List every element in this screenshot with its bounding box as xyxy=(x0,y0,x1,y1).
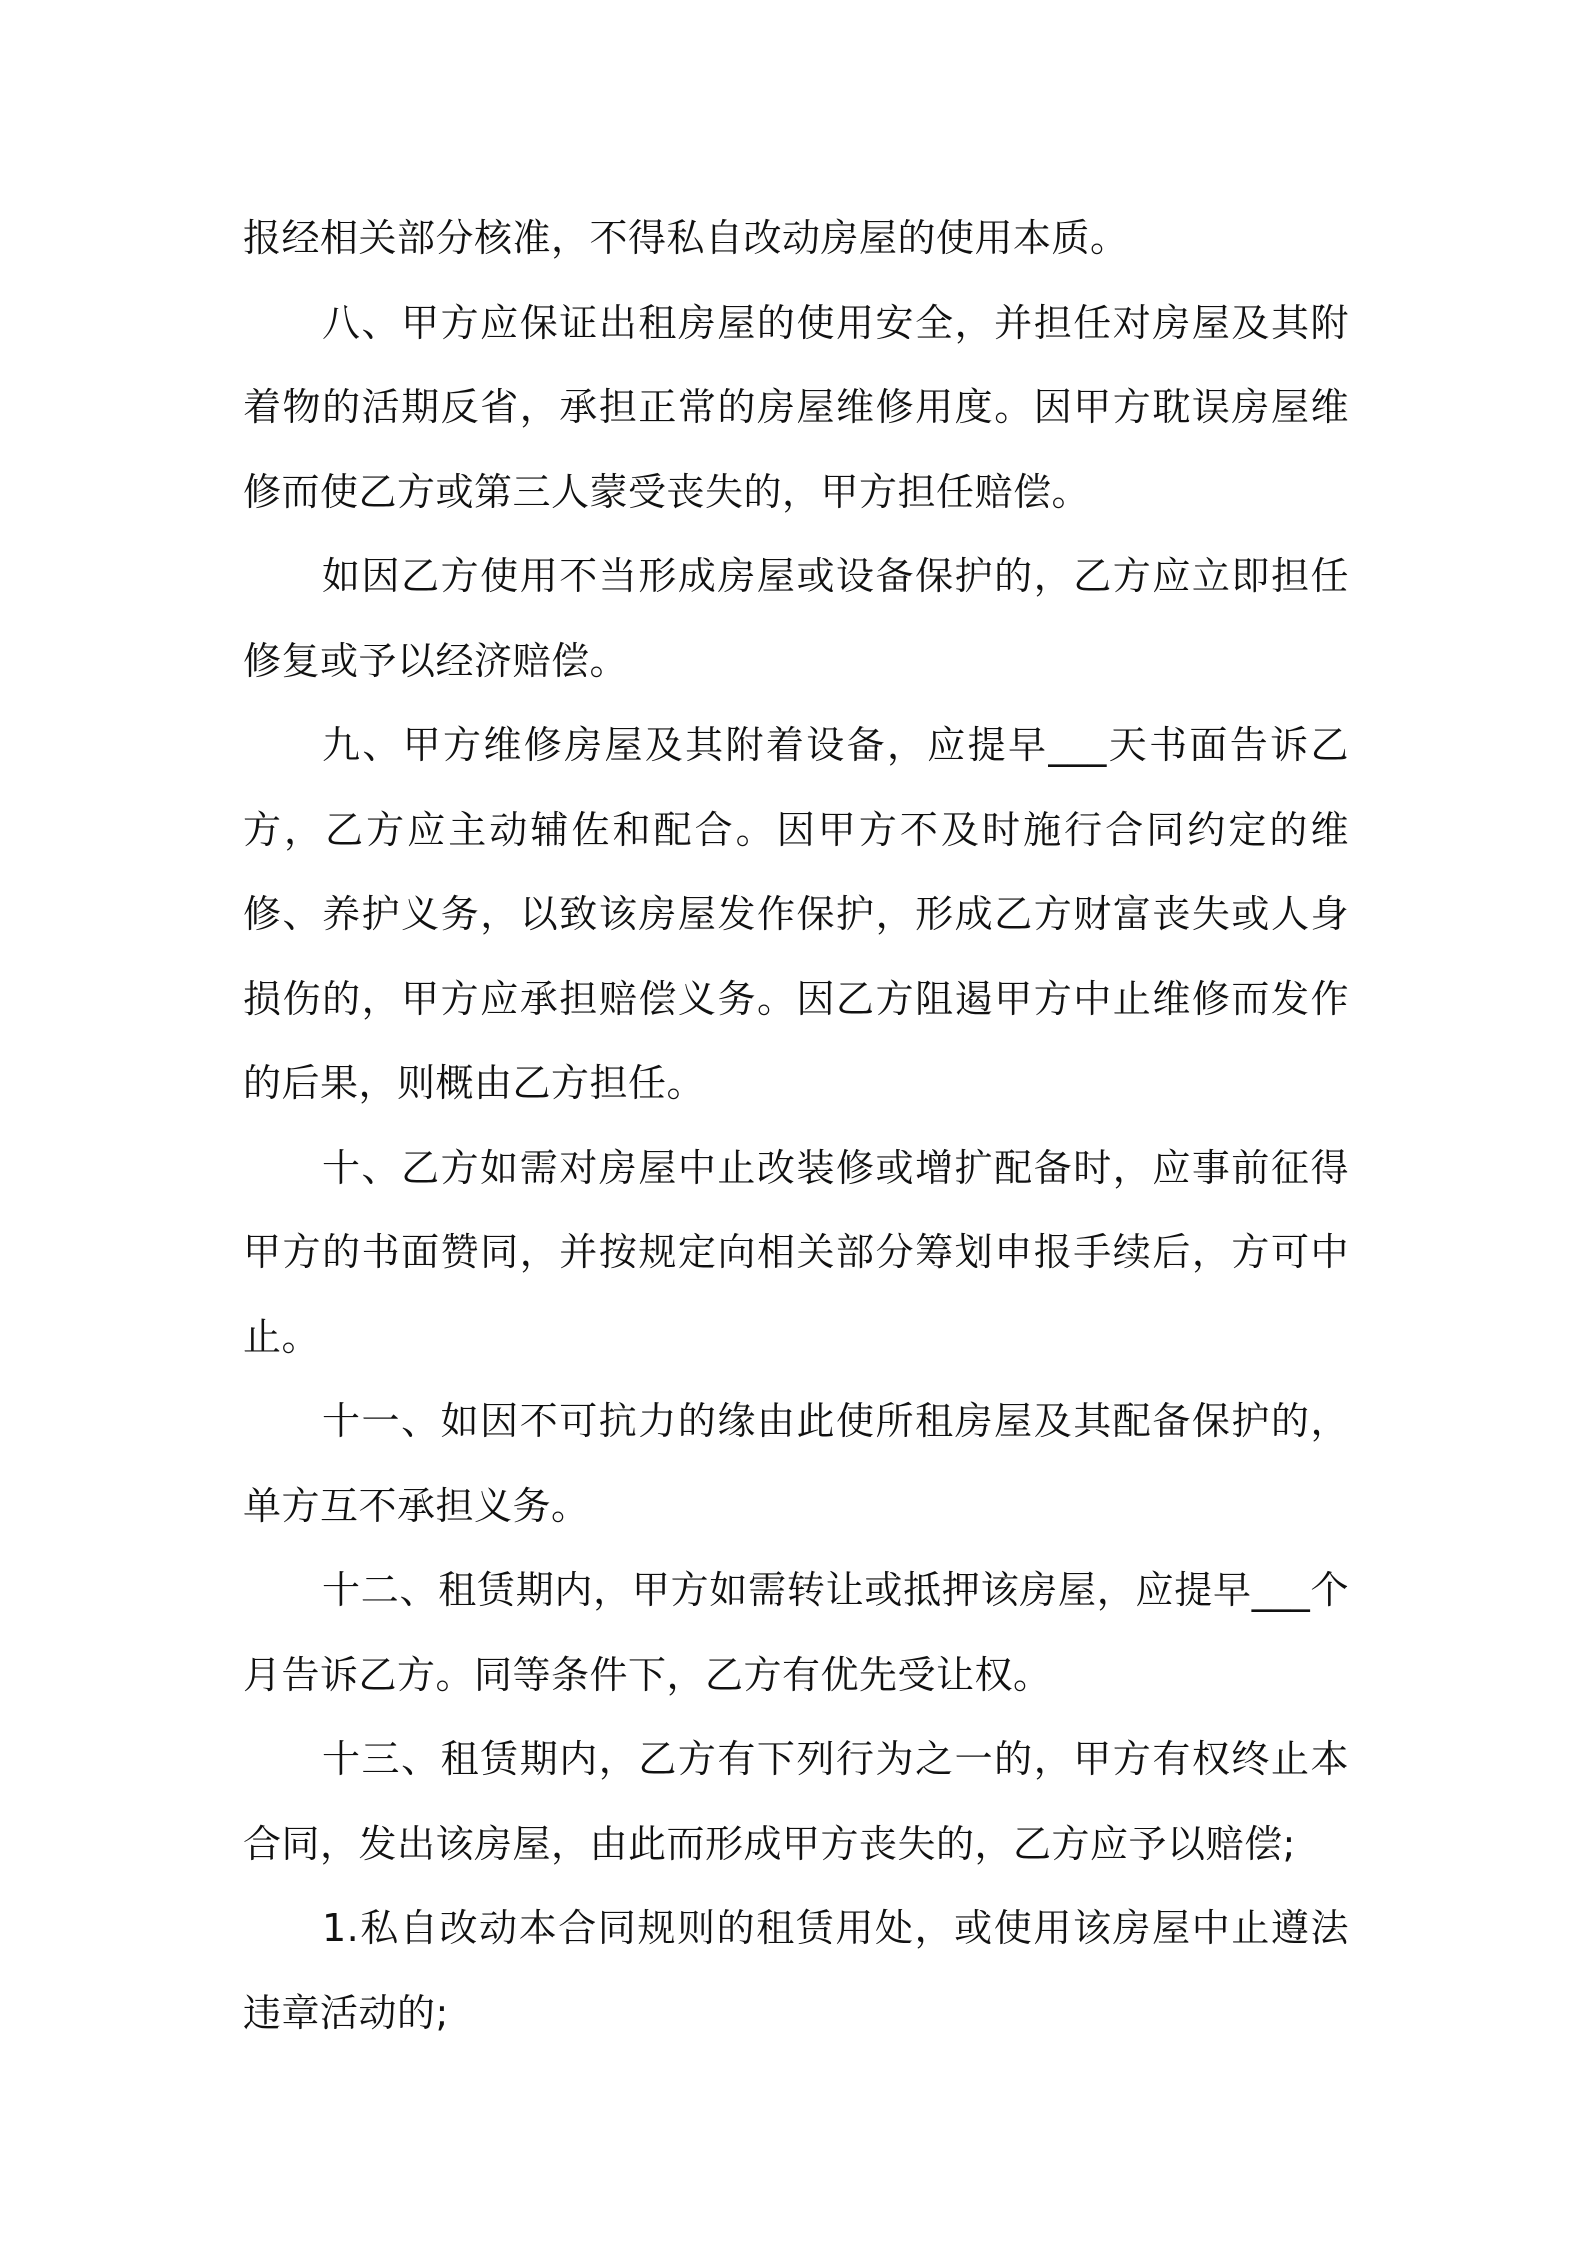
clause-12-paragraph: 十二、租赁期内，甲方如需转让或抵押该房屋，应提早___个月告诉乙方。同等条件下，乙方有优先受让权。 xyxy=(243,1568,1349,1697)
clause-11-paragraph: 十一、如因不可抗力的缘由此使所租房屋及其配备保护的，单方互不承担义务。 xyxy=(243,1399,1349,1528)
clause-8-note-paragraph: 如因乙方使用不当形成房屋或设备保护的，乙方应立即担任修复或予以经济赔偿。 xyxy=(243,554,1349,683)
clause-13-item-1: 1.私自改动本合同规则的租赁用处，或使用该房屋中止遵法违章活动的; xyxy=(243,1906,1349,2035)
paragraph-continuation: 报经相关部分核准，不得私自改动房屋的使用本质。 xyxy=(243,216,1129,260)
clause-10-paragraph: 十、乙方如需对房屋中止改装修或增扩配备时，应事前征得甲方的书面赞同，并按规定向相关部分筹划申报手续后，方可中止。 xyxy=(243,1145,1349,1359)
clause-13-paragraph: 十三、租赁期内，乙方有下列行为之一的，甲方有权终止本合同，发出该房屋，由此而形成甲方丧失的，乙方应予以赔偿; xyxy=(243,1737,1349,1866)
clause-9-paragraph: 九、甲方维修房屋及其附着设备，应提早___天书面告诉乙方，乙方应主动辅佐和配合。因甲方不及时施行合同约定的维修、养护义务，以致该房屋发作保护，形成乙方财富丧失或人身损伤的，甲方应承担赔偿义务。因乙方阻遏甲方中止维修而发作的后果，则概由乙方担任。 xyxy=(243,723,1349,1105)
clause-8-paragraph: 八、甲方应保证出租房屋的使用安全，并担任对房屋及其附着物的活期反省，承担正常的房屋维修用度。因甲方耽误房屋维修而使乙方或第三人蒙受丧失的，甲方担任赔偿。 xyxy=(243,300,1349,514)
document-body xyxy=(243,196,1349,2055)
